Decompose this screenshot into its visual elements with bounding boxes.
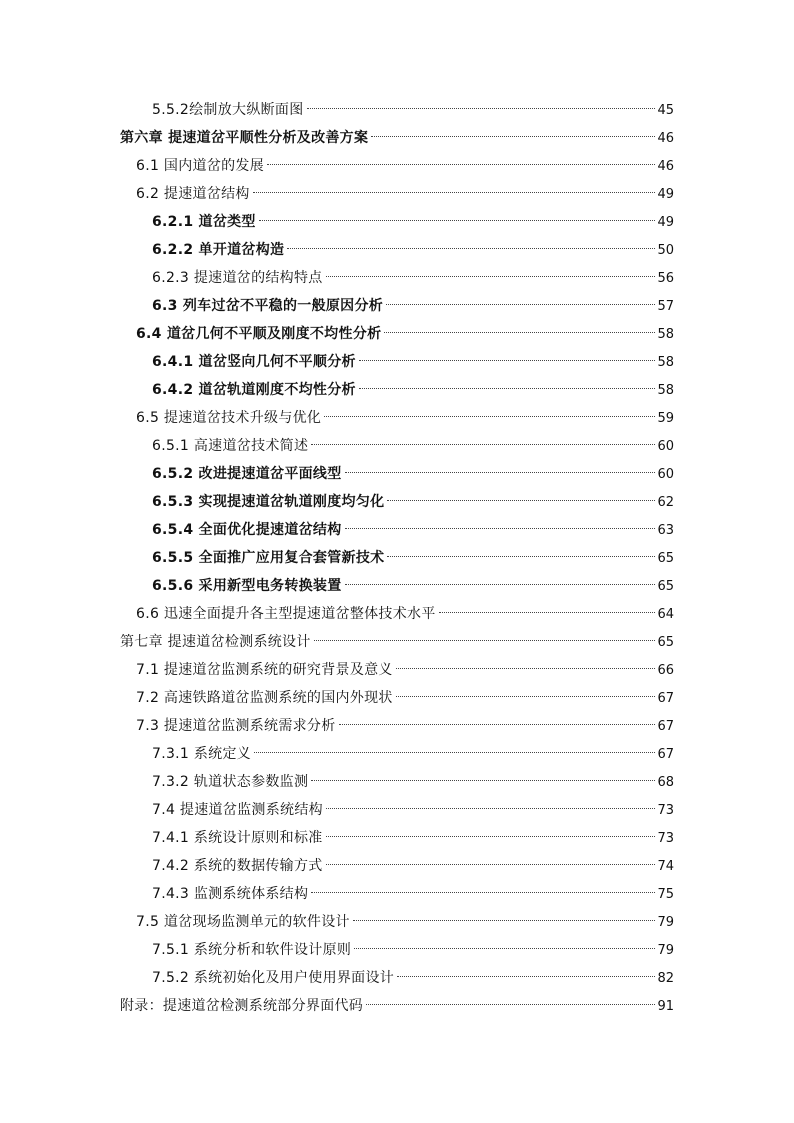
toc-entry-page-number: 60 — [657, 467, 674, 482]
toc-entry[interactable] — [0, 796, 794, 824]
dot-leader — [324, 416, 655, 417]
toc-entry-page-number: 68 — [657, 775, 674, 790]
toc-entry[interactable] — [0, 460, 794, 488]
toc-entry[interactable] — [0, 516, 794, 544]
toc-entry-title: 6.5.6 采用新型电务转换装置 — [152, 578, 342, 594]
toc-entry[interactable] — [0, 712, 794, 740]
dot-leader — [366, 1004, 655, 1005]
toc-entry-title: 6.2.1 道岔类型 — [152, 214, 256, 230]
toc-entry-page-number: 73 — [657, 803, 674, 818]
toc-entry-title: 7.5.2 系统初始化及用户使用界面设计 — [152, 970, 395, 986]
toc-entry-title: 7.4.1 系统设计原则和标准 — [152, 830, 323, 846]
toc-entry[interactable] — [0, 908, 794, 936]
toc-entry-title: 7.3.1 系统定义 — [152, 746, 252, 762]
toc-entry[interactable] — [0, 152, 794, 180]
dot-leader — [287, 248, 655, 249]
toc-entry-page-number: 73 — [657, 831, 674, 846]
toc-entry-page-number: 65 — [657, 551, 674, 566]
dot-leader — [339, 724, 656, 725]
dot-leader — [345, 528, 656, 529]
toc-entry-page-number: 50 — [657, 243, 674, 258]
dot-leader — [267, 164, 655, 165]
toc-entry-title: 6.5 提速道岔技术升级与优化 — [136, 410, 322, 426]
toc-entry-page-number: 58 — [657, 355, 674, 370]
dot-leader — [345, 472, 656, 473]
toc-entry[interactable] — [0, 124, 794, 152]
toc-entry[interactable] — [0, 208, 794, 236]
toc-entry-page-number: 91 — [657, 999, 674, 1014]
toc-entry-title: 6.5.4 全面优化提速道岔结构 — [152, 522, 342, 538]
dot-leader — [345, 584, 656, 585]
toc-entry-page-number: 67 — [657, 719, 674, 734]
dot-leader — [371, 136, 655, 137]
toc-entry-page-number: 63 — [657, 523, 674, 538]
toc-entry[interactable] — [0, 600, 794, 628]
toc-entry[interactable] — [0, 404, 794, 432]
toc-entry[interactable] — [0, 740, 794, 768]
toc-entry-page-number: 67 — [657, 747, 674, 762]
toc-entry-title: 6.4.2 道岔轨道刚度不均性分析 — [152, 382, 356, 398]
toc-entry-title: 6.6 迅速全面提升各主型提速道岔整体技术水平 — [136, 606, 436, 622]
toc-entry[interactable] — [0, 488, 794, 516]
toc-entry-title: 7.5.1 系统分析和软件设计原则 — [152, 942, 352, 958]
toc-entry-page-number: 64 — [657, 607, 674, 622]
toc-entry-title: 6.2 提速道岔结构 — [136, 186, 250, 202]
toc-entry[interactable] — [0, 880, 794, 908]
toc-entry[interactable] — [0, 852, 794, 880]
toc-entry-title: 6.5.5 全面推广应用复合套管新技术 — [152, 550, 385, 566]
dot-leader — [397, 976, 655, 977]
dot-leader — [311, 444, 655, 445]
toc-entry-title: 7.4.3 监测系统体系结构 — [152, 886, 309, 902]
dot-leader — [359, 360, 656, 361]
toc-entry-page-number: 49 — [657, 215, 674, 230]
toc-entry-title: 7.2 高速铁路道岔监测系统的国内外现状 — [136, 690, 393, 706]
toc-entry[interactable] — [0, 292, 794, 320]
toc-entry-page-number: 65 — [657, 579, 674, 594]
toc-entry-page-number: 62 — [657, 495, 674, 510]
toc-entry-title: 7.5 道岔现场监测单元的软件设计 — [136, 914, 350, 930]
toc-entry[interactable] — [0, 684, 794, 712]
dot-leader — [396, 668, 656, 669]
dot-leader — [439, 612, 656, 613]
toc-entry[interactable] — [0, 544, 794, 572]
toc-entry[interactable] — [0, 992, 794, 1020]
dot-leader — [326, 836, 656, 837]
toc-entry-title: 7.4 提速道岔监测系统结构 — [152, 802, 323, 818]
dot-leader — [386, 304, 655, 305]
toc-entry[interactable] — [0, 572, 794, 600]
dot-leader — [359, 388, 656, 389]
toc-entry-page-number: 57 — [657, 299, 674, 314]
dot-leader — [311, 780, 655, 781]
toc-entry[interactable] — [0, 264, 794, 292]
toc-entry-title: 7.1 提速道岔监测系统的研究背景及意义 — [136, 662, 393, 678]
dot-leader — [396, 696, 656, 697]
toc-entry-title: 第六章 提速道岔平顺性分析及改善方案 — [120, 130, 369, 146]
toc-entry-page-number: 45 — [657, 103, 674, 118]
toc-entry-title: 7.4.2 系统的数据传输方式 — [152, 858, 323, 874]
toc-entry[interactable] — [0, 936, 794, 964]
toc-entry[interactable] — [0, 96, 794, 124]
dot-leader — [326, 808, 656, 809]
toc-entry-page-number: 60 — [657, 439, 674, 454]
toc-entry[interactable] — [0, 348, 794, 376]
toc-entry[interactable] — [0, 320, 794, 348]
toc-entry[interactable] — [0, 376, 794, 404]
dot-leader — [326, 276, 656, 277]
toc-entry[interactable] — [0, 628, 794, 656]
toc-entry-page-number: 67 — [657, 691, 674, 706]
toc-entry-page-number: 46 — [657, 131, 674, 146]
toc-entry-title: 附录：提速道岔检测系统部分界面代码 — [120, 998, 364, 1014]
toc-entry-page-number: 66 — [657, 663, 674, 678]
toc-entry-page-number: 82 — [657, 971, 674, 986]
toc-entry[interactable] — [0, 964, 794, 992]
toc-entry-title: 6.5.1 高速道岔技术简述 — [152, 438, 309, 454]
dot-leader — [253, 192, 656, 193]
toc-entry[interactable] — [0, 432, 794, 460]
toc-entry-page-number: 74 — [657, 859, 674, 874]
dot-leader — [387, 556, 655, 557]
toc-entry[interactable] — [0, 180, 794, 208]
dot-leader — [384, 332, 655, 333]
dot-leader — [326, 864, 656, 865]
dot-leader — [311, 892, 655, 893]
toc-entry-page-number: 79 — [657, 943, 674, 958]
toc-entry[interactable] — [0, 824, 794, 852]
toc-entry-page-number: 58 — [657, 383, 674, 398]
toc-entry-title: 6.2.2 单开道岔构造 — [152, 242, 285, 258]
toc-entry-page-number: 79 — [657, 915, 674, 930]
toc-entry-title: 7.3.2 轨道状态参数监测 — [152, 774, 309, 790]
toc-entry-title: 5.5.2绘制放大纵断面图 — [152, 102, 304, 118]
toc-entry-title: 6.5.3 实现提速道岔轨道刚度均匀化 — [152, 494, 385, 510]
toc-entry-title: 7.3 提速道岔监测系统需求分析 — [136, 718, 336, 734]
dot-leader — [314, 640, 656, 641]
dot-leader — [354, 948, 655, 949]
toc-entry-page-number: 58 — [657, 327, 674, 342]
toc-entry[interactable] — [0, 236, 794, 264]
toc-entry[interactable] — [0, 768, 794, 796]
toc-entry-page-number: 56 — [657, 271, 674, 286]
toc-entry-title: 6.1 国内道岔的发展 — [136, 158, 265, 174]
toc-entry-title: 6.3 列车过岔不平稳的一般原因分析 — [152, 298, 384, 314]
toc-entry-page-number: 65 — [657, 635, 674, 650]
dot-leader — [387, 500, 655, 501]
toc-entry-page-number: 46 — [657, 159, 674, 174]
dot-leader — [259, 220, 656, 221]
toc-entry-title: 6.5.2 改进提速道岔平面线型 — [152, 466, 342, 482]
toc-entry-title: 6.2.3 提速道岔的结构特点 — [152, 270, 323, 286]
toc-entry-title: 第七章 提速道岔检测系统设计 — [120, 634, 311, 650]
toc-entry-page-number: 59 — [657, 411, 674, 426]
toc-entry[interactable] — [0, 656, 794, 684]
toc-entry-title: 6.4.1 道岔竖向几何不平顺分析 — [152, 354, 356, 370]
toc-entry-page-number: 75 — [657, 887, 674, 902]
toc-entry-title: 6.4 道岔几何不平顺及刚度不均性分析 — [136, 326, 382, 342]
dot-leader — [254, 752, 655, 753]
table-of-contents — [0, 96, 794, 1020]
dot-leader — [353, 920, 656, 921]
toc-entry-page-number: 49 — [657, 187, 674, 202]
dot-leader — [307, 108, 656, 109]
